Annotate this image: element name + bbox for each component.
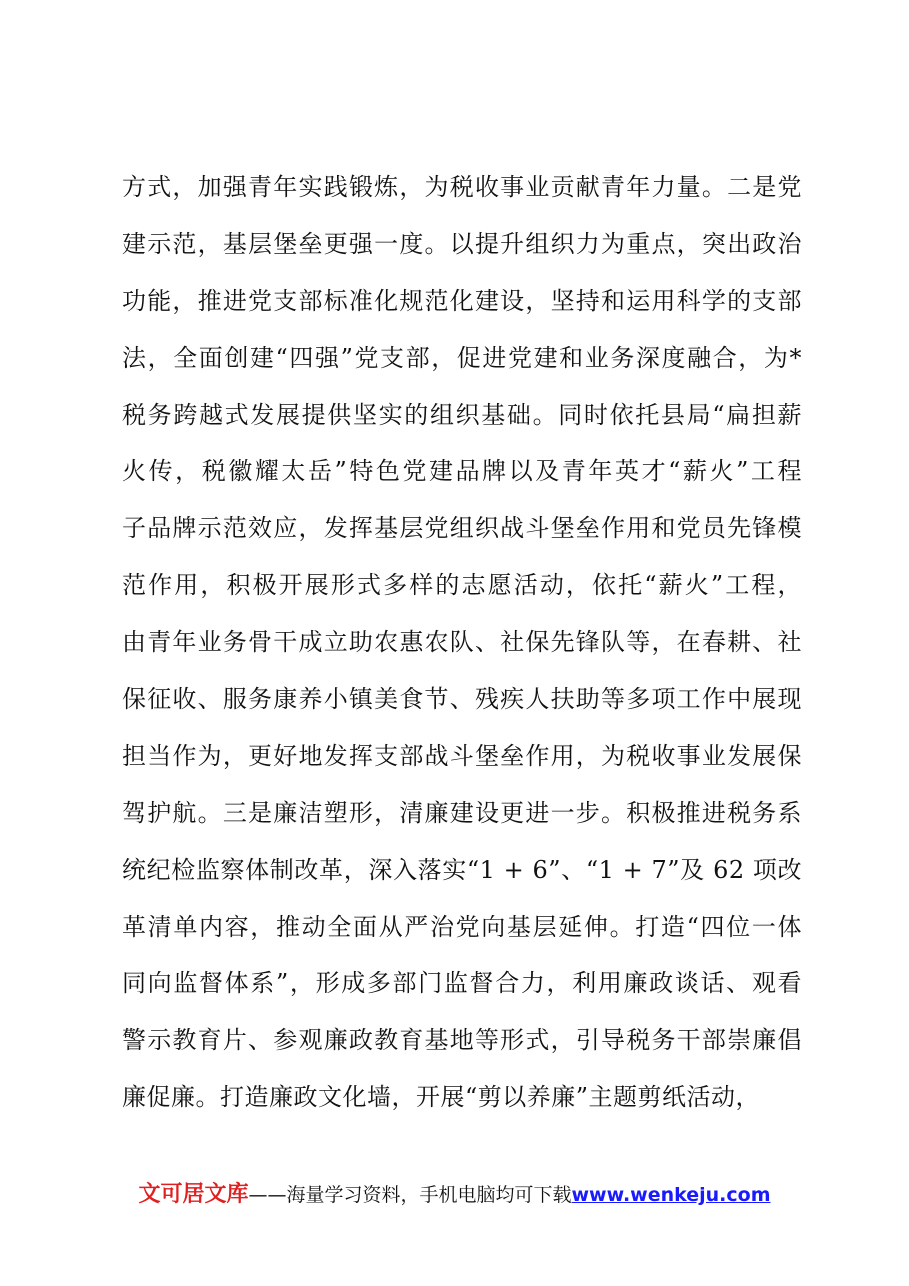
body-paragraph <box>122 165 802 1132</box>
text-line: 范作用，积极开展形式多样的志愿活动，依托“薪火”工程， <box>122 571 802 600</box>
text-line: 功能，推进党支部标准化规范化建设，坚持和运用科学的支部 <box>122 286 802 315</box>
text-line: 法，全面创建“四强”党支部，促进党建和业务深度融合，为* <box>122 343 802 372</box>
text-line: 担当作为，更好地发挥支部战斗堡垒作用，为税收事业发展保 <box>122 741 802 770</box>
footer-brand: 文可居文库 <box>138 1182 249 1207</box>
text-line: 子品牌示范效应，发挥基层党组织战斗堡垒作用和党员先锋模 <box>122 514 802 543</box>
text-line: 警示教育片、参观廉政教育基地等形式，引导税务干部崇廉倡 <box>122 1026 802 1055</box>
text-line: 廉促廉。打造廉政文化墙，开展“剪以养廉”主题剪纸活动， <box>122 1083 761 1112</box>
text-line: 同向监督体系”，形成多部门监督合力，利用廉政谈话、观看 <box>122 969 802 998</box>
text-line: 革清单内容，推动全面从严治党向基层延伸。打造“四位一体 <box>122 912 802 941</box>
footer-website-link[interactable]: www.wenkeju.com <box>571 1184 771 1206</box>
text-line: 保征收、服务康养小镇美食节、残疾人扶助等多项工作中展现 <box>122 685 802 714</box>
text-line: 建示范，基层堡垒更强一度。以提升组织力为重点，突出政治 <box>122 229 802 258</box>
text-line: 方式，加强青年实践锻炼，为税收事业贡献青年力量。二是党 <box>122 173 802 201</box>
text-line: 统纪检监察体制改革，深入落实“1 + 6”、“1 + 7”及 62 项改 <box>122 855 802 884</box>
text-line: 由青年业务骨干成立助农惠农队、社保先锋队等，在春耕、社 <box>122 628 802 657</box>
text-line: 驾护航。三是廉洁塑形，清廉建设更进一步。积极推进税务系 <box>122 798 802 827</box>
text-line: 税务跨越式发展提供坚实的组织基础。同时依托县局“扁担薪 <box>122 400 802 429</box>
footer-banner <box>0 1180 909 1210</box>
text-line: 火传，税徽耀太岳”特色党建品牌以及青年英才“薪火”工程 <box>122 457 802 486</box>
footer-tagline: ——海量学习资料，手机电脑均可下载 <box>248 1184 572 1206</box>
